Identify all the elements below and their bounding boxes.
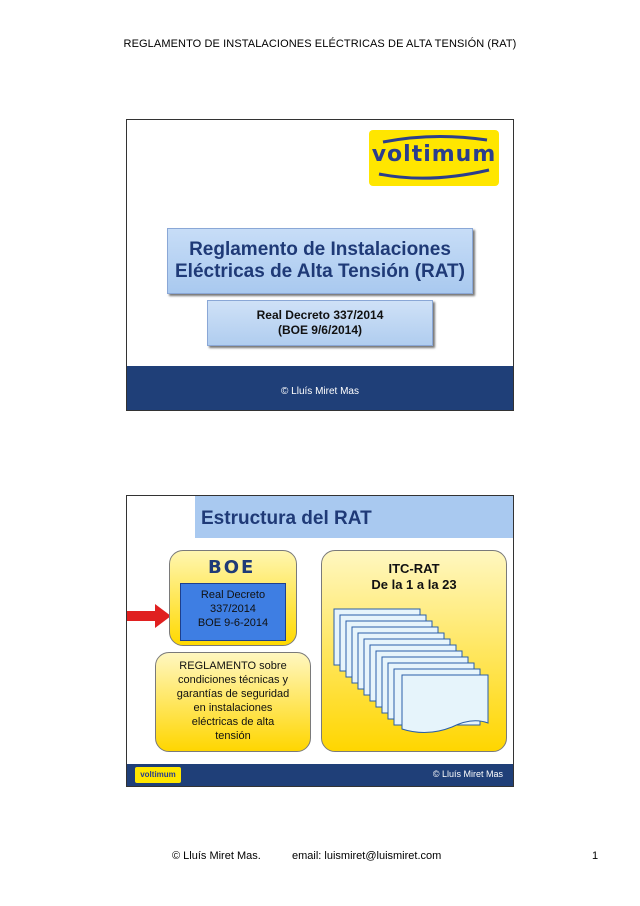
itc-range: De la 1 a la 23 bbox=[371, 577, 457, 592]
title-line-1: Reglamento de Instalaciones bbox=[189, 239, 451, 260]
reg-line: eléctricas de alta bbox=[191, 716, 275, 728]
boe-panel bbox=[169, 550, 297, 646]
reg-line: en instalaciones bbox=[193, 702, 273, 714]
slide-structure bbox=[126, 495, 514, 787]
rd-line: BOE 9-6-2014 bbox=[197, 617, 269, 629]
voltimum-logo-small: voltimum bbox=[135, 767, 181, 783]
footer-email: email: luismiret@luismiret.com bbox=[292, 850, 442, 862]
slide-footer-band bbox=[127, 764, 513, 786]
rd-line: 337/2014 bbox=[210, 603, 256, 615]
rd-line: Real Decreto bbox=[200, 589, 266, 601]
reg-line: tensión bbox=[215, 730, 251, 742]
reg-line: REGLAMENTO sobre bbox=[179, 660, 287, 672]
slide-title: Estructura del RAT bbox=[201, 508, 372, 529]
regulation-panel bbox=[155, 652, 311, 752]
slide-title-box bbox=[167, 228, 473, 294]
voltimum-logo bbox=[369, 130, 499, 186]
reg-line: garantías de seguridad bbox=[176, 688, 290, 700]
red-arrow-icon bbox=[127, 604, 173, 628]
slide-footer-band bbox=[127, 366, 513, 410]
logo-text: voltimum bbox=[371, 142, 497, 167]
decree-box bbox=[207, 300, 433, 346]
document-stack-icon bbox=[322, 551, 506, 751]
itc-panel bbox=[321, 550, 507, 752]
decree-line-1: Real Decreto 337/2014 bbox=[256, 308, 384, 322]
reg-line: condiciones técnicas y bbox=[177, 674, 289, 686]
slide-copyright: © Lluís Miret Mas bbox=[432, 769, 503, 779]
slide-title bbox=[126, 119, 514, 411]
boe-logo: BOE bbox=[208, 557, 256, 578]
slide-copyright: © Lluís Miret Mas bbox=[281, 386, 359, 397]
title-line-2: Eléctricas de Alta Tensión (RAT) bbox=[175, 261, 465, 282]
page-header: REGLAMENTO DE INSTALACIONES ELÉCTRICAS DE ALTA TENSIÓN (RAT) bbox=[123, 38, 517, 50]
footer-copyright: © Lluís Miret Mas. bbox=[172, 850, 261, 862]
page-number: 1 bbox=[592, 850, 599, 862]
royal-decree-box bbox=[180, 583, 286, 641]
decree-line-2: (BOE 9/6/2014) bbox=[277, 323, 363, 337]
itc-title: ITC-RAT bbox=[388, 561, 440, 576]
